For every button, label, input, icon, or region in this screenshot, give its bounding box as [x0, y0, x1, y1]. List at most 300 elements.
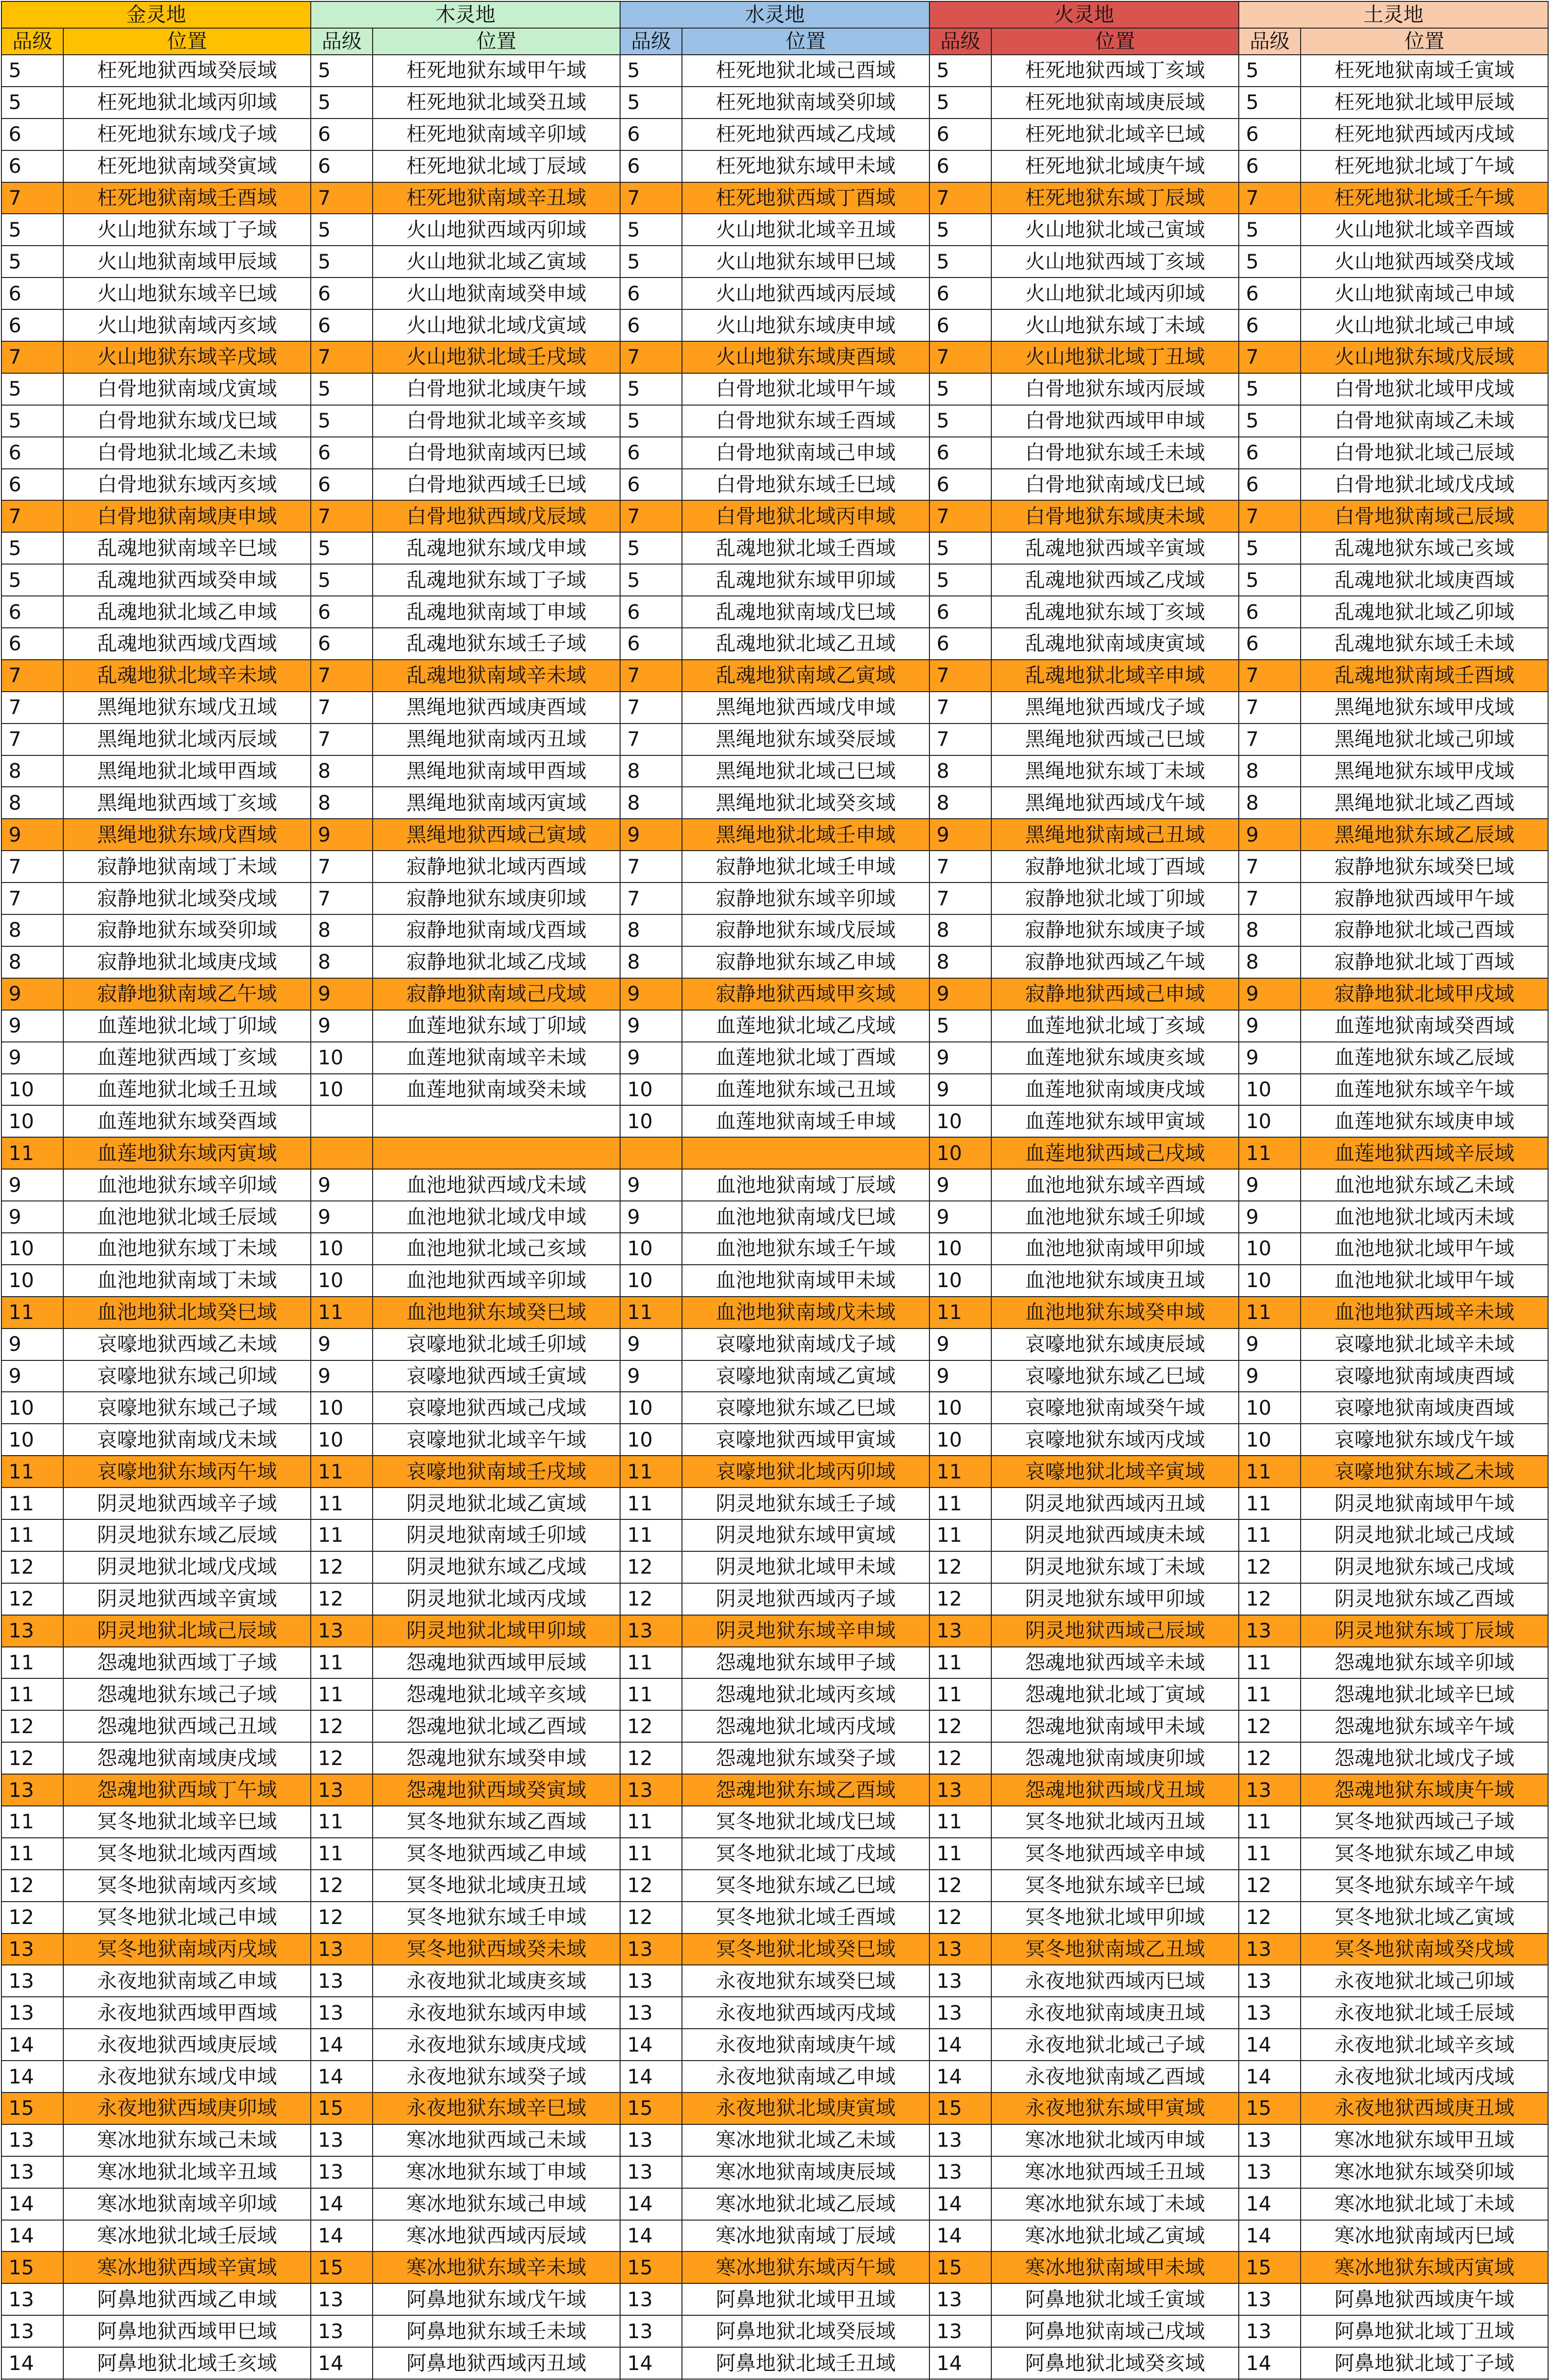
position-cell: 阴灵地狱东域甲寅域	[682, 1519, 929, 1551]
grade-cell: 7	[1, 660, 63, 692]
grade-cell: 14	[929, 2061, 991, 2092]
position-cell: 白骨地狱南域己辰域	[1301, 500, 1548, 532]
grade-cell: 5	[1239, 214, 1301, 246]
grade-cell: 13	[1, 2124, 63, 2156]
position-cell: 寒冰地狱南域庚辰域	[682, 2156, 929, 2188]
grade-cell: 9	[1, 819, 63, 851]
grade-cell: 11	[929, 1806, 991, 1838]
grade-cell: 6	[620, 596, 682, 628]
grade-cell: 6	[1, 596, 63, 628]
grade-cell: 9	[929, 1042, 991, 1074]
grade-cell: 5	[311, 246, 373, 278]
position-cell: 枉死地狱东域戊子域	[63, 119, 311, 150]
position-cell: 寂静地狱东域乙申域	[682, 946, 929, 978]
grade-cell: 11	[1, 1647, 63, 1679]
grade-cell: 13	[620, 1934, 682, 1965]
grade-cell: 8	[620, 787, 682, 819]
position-cell: 火山地狱东域甲巳域	[682, 246, 929, 278]
grade-cell: 13	[929, 2315, 991, 2347]
table-row	[1, 787, 1548, 819]
position-cell: 黑绳地狱北域己卯域	[1301, 724, 1548, 755]
grade-cell: 10	[311, 1424, 373, 1456]
position-cell: 寒冰地狱东域辛未域	[373, 2251, 620, 2283]
grade-cell: 13	[1, 2156, 63, 2188]
position-cell: 血莲地狱北域壬丑域	[63, 1074, 311, 1106]
grade-cell: 14	[1, 2029, 63, 2061]
position-cell: 火山地狱东域辛巳域	[63, 278, 311, 309]
position-cell: 火山地狱东域辛戌域	[63, 341, 311, 373]
position-cell: 枉死地狱西域丁酉域	[682, 182, 929, 214]
position-cell: 永夜地狱东域戊申域	[63, 2061, 311, 2092]
table-row	[1, 1488, 1548, 1519]
grade-cell: 10	[1239, 1105, 1301, 1137]
position-cell: 冥冬地狱东域辛巳域	[991, 1870, 1239, 1902]
position-cell: 血莲地狱南域辛未域	[373, 1042, 620, 1074]
grade-cell: 11	[1, 1806, 63, 1838]
grade-cell: 14	[311, 2061, 373, 2092]
grade-cell: 12	[311, 1742, 373, 1774]
grade-cell: 10	[311, 1265, 373, 1297]
grade-cell: 8	[1, 787, 63, 819]
grade-cell: 7	[620, 341, 682, 373]
position-cell: 白骨地狱北域丙申域	[682, 500, 929, 532]
grade-cell: 7	[620, 692, 682, 724]
grade-cell: 8	[1239, 946, 1301, 978]
position-cell: 阴灵地狱北域戊戌域	[63, 1551, 311, 1583]
position-cell: 怨魂地狱北域丙戌域	[682, 1710, 929, 1742]
position-cell: 黑绳地狱西域戊申域	[682, 692, 929, 724]
position-cell: 黑绳地狱北域己巳域	[682, 755, 929, 787]
position-cell: 阴灵地狱西域庚未域	[991, 1519, 1239, 1551]
position-cell: 阴灵地狱东域乙辰域	[63, 1519, 311, 1551]
position-cell: 火山地狱南域己申域	[1301, 278, 1548, 309]
grade-cell: 14	[1239, 2188, 1301, 2220]
grade-cell: 6	[1, 150, 63, 182]
grade-cell: 12	[1, 1902, 63, 1934]
position-cell: 火山地狱南域癸申域	[373, 278, 620, 309]
position-cell: 白骨地狱北域乙未域	[63, 437, 311, 469]
position-cell: 火山地狱西域丙卯域	[373, 214, 620, 246]
position-cell: 枉死地狱北域丙卯域	[63, 87, 311, 119]
position-cell: 火山地狱东域丁未域	[991, 309, 1239, 341]
grade-cell: 5	[311, 405, 373, 437]
position-cell: 枉死地狱南域辛丑域	[373, 182, 620, 214]
grade-cell: 13	[311, 2283, 373, 2315]
table-row	[1, 2188, 1548, 2220]
position-cell: 火山地狱北域戊寅域	[373, 309, 620, 341]
grade-cell: 9	[620, 1329, 682, 1360]
position-cell: 冥冬地狱北域辛巳域	[63, 1806, 311, 1838]
grade-cell: 11	[620, 1456, 682, 1488]
position-cell: 永夜地狱西域庚辰域	[63, 2029, 311, 2061]
position-cell: 枉死地狱南域壬酉域	[63, 182, 311, 214]
position-cell: 寒冰地狱南域辛卯域	[63, 2188, 311, 2220]
position-cell: 白骨地狱西域戊辰域	[373, 500, 620, 532]
grade-cell: 6	[620, 278, 682, 309]
grade-cell: 5	[620, 532, 682, 564]
position-cell: 火山地狱北域乙寅域	[373, 246, 620, 278]
grade-cell: 11	[620, 1297, 682, 1329]
position-cell: 哀嚎地狱西域乙未域	[63, 1329, 311, 1360]
position-cell: 永夜地狱北域己子域	[991, 2029, 1239, 2061]
position-cell: 白骨地狱南域乙未域	[1301, 405, 1548, 437]
position-cell: 寂静地狱北域壬申域	[682, 851, 929, 883]
grade-cell: 10	[311, 1074, 373, 1106]
position-cell: 乱魂地狱东域甲卯域	[682, 564, 929, 596]
position-cell: 血莲地狱东域丁卯域	[373, 1010, 620, 1042]
position-cell: 哀嚎地狱东域乙巳域	[682, 1392, 929, 1424]
grade-cell: 13	[620, 2315, 682, 2347]
element-header: 金灵地	[1, 1, 311, 28]
position-cell: 哀嚎地狱南域癸午域	[991, 1392, 1239, 1424]
grade-cell: 8	[311, 914, 373, 946]
position-cell: 白骨地狱东域丙亥域	[63, 469, 311, 501]
position-cell: 怨魂地狱北域乙酉域	[373, 1710, 620, 1742]
grade-cell: 13	[311, 2156, 373, 2188]
grade-cell: 15	[620, 2251, 682, 2283]
position-cell: 血池地狱北域甲午域	[1301, 1233, 1548, 1265]
grade-cell: 11	[1239, 1519, 1301, 1551]
position-cell: 血莲地狱西域丁亥域	[63, 1042, 311, 1074]
position-cell: 血池地狱东域辛酉域	[991, 1169, 1239, 1201]
position-cell: 白骨地狱南域戊巳域	[991, 469, 1239, 501]
grade-cell: 5	[1, 214, 63, 246]
grade-cell: 11	[311, 1488, 373, 1519]
grade-cell: 9	[1, 1201, 63, 1233]
table-row-highlighted	[1, 1137, 1548, 1169]
position-cell: 枉死地狱北域丁午域	[1301, 150, 1548, 182]
position-cell: 怨魂地狱东域庚午域	[1301, 1774, 1548, 1806]
grade-cell: 13	[1239, 2283, 1301, 2315]
position-cell: 火山地狱西域癸戌域	[1301, 246, 1548, 278]
table-row	[1, 2315, 1548, 2347]
position-cell: 血池地狱南域戊巳域	[682, 1201, 929, 1233]
grade-cell: 12	[1, 1742, 63, 1774]
grade-cell: 8	[311, 755, 373, 787]
grade-cell: 10	[929, 1137, 991, 1169]
grade-cell: 12	[620, 1742, 682, 1774]
grade-cell: 14	[620, 2220, 682, 2252]
grade-cell: 5	[311, 373, 373, 405]
position-cell: 白骨地狱北域庚午域	[373, 373, 620, 405]
position-cell: 白骨地狱东域壬巳域	[682, 469, 929, 501]
grade-cell: 7	[620, 724, 682, 755]
grade-cell: 12	[929, 1742, 991, 1774]
position-cell: 寒冰地狱北域丙申域	[991, 2124, 1239, 2156]
grade-cell: 11	[620, 1647, 682, 1679]
grade-cell: 12	[620, 1583, 682, 1615]
table-row	[1, 1233, 1548, 1265]
position-cell: 血莲地狱北域丁酉域	[682, 1042, 929, 1074]
position-cell: 乱魂地狱南域乙寅域	[682, 660, 929, 692]
grade-cell: 9	[620, 1360, 682, 1392]
grade-cell: 12	[1, 1710, 63, 1742]
grade-cell: 7	[311, 851, 373, 883]
position-cell: 哀嚎地狱南域乙寅域	[682, 1360, 929, 1392]
grade-cell: 5	[1, 373, 63, 405]
position-cell: 血莲地狱西域己戌域	[991, 1137, 1239, 1169]
table-row-highlighted	[1, 2251, 1548, 2283]
grade-cell: 9	[311, 1329, 373, 1360]
position-cell: 寂静地狱南域戊酉域	[373, 914, 620, 946]
table-row	[1, 1519, 1548, 1551]
position-cell: 白骨地狱东域戊巳域	[63, 405, 311, 437]
grade-cell: 7	[1239, 500, 1301, 532]
grade-cell: 12	[311, 1870, 373, 1902]
position-cell: 寒冰地狱西域壬丑域	[991, 2156, 1239, 2188]
grade-cell: 6	[1239, 437, 1301, 469]
table-body	[1, 55, 1548, 2380]
position-cell: 寂静地狱东域庚子域	[991, 914, 1239, 946]
position-cell: 阿鼻地狱北域丁子域	[1301, 2347, 1548, 2379]
position-cell: 乱魂地狱南域辛巳域	[63, 532, 311, 564]
grade-cell: 5	[929, 373, 991, 405]
grade-cell: 11	[929, 1519, 991, 1551]
grade-cell: 6	[620, 437, 682, 469]
grade-cell: 12	[929, 1551, 991, 1583]
position-cell: 寒冰地狱东域己申域	[373, 2188, 620, 2220]
position-cell: 永夜地狱南域乙酉域	[991, 2061, 1239, 2092]
position-column-header: 位置	[991, 28, 1239, 55]
position-cell: 阿鼻地狱北域癸辰域	[682, 2315, 929, 2347]
table-row	[1, 1647, 1548, 1679]
grade-cell: 6	[929, 309, 991, 341]
grade-cell: 11	[929, 1488, 991, 1519]
grade-cell: 7	[929, 341, 991, 373]
grade-cell: 11	[311, 1838, 373, 1870]
grade-cell: 14	[311, 2347, 373, 2379]
grade-cell: 10	[311, 1392, 373, 1424]
position-cell: 阴灵地狱东域己戌域	[1301, 1551, 1548, 1583]
grade-cell: 9	[311, 978, 373, 1010]
position-cell: 阴灵地狱东域甲卯域	[991, 1583, 1239, 1615]
position-cell: 寒冰地狱东域丙午域	[682, 2251, 929, 2283]
grade-cell	[311, 1137, 373, 1169]
position-cell: 乱魂地狱南域戊巳域	[682, 596, 929, 628]
grade-cell: 13	[620, 1774, 682, 1806]
position-cell: 血莲地狱东域庚亥域	[991, 1042, 1239, 1074]
grade-cell: 5	[1, 532, 63, 564]
grade-cell: 13	[1, 1934, 63, 1965]
position-cell: 白骨地狱东域庚未域	[991, 500, 1239, 532]
position-cell: 白骨地狱南域己申域	[682, 437, 929, 469]
grade-cell: 7	[929, 883, 991, 914]
table-row-highlighted	[1, 2092, 1548, 2124]
position-cell: 黑绳地狱西域己寅域	[373, 819, 620, 851]
position-cell: 怨魂地狱北域辛巳域	[1301, 1678, 1548, 1710]
grade-cell: 12	[620, 1710, 682, 1742]
grade-cell: 9	[1239, 1169, 1301, 1201]
grade-cell: 12	[1239, 1710, 1301, 1742]
position-cell: 乱魂地狱北域壬酉域	[682, 532, 929, 564]
position-cell: 乱魂地狱北域乙卯域	[1301, 596, 1548, 628]
grade-cell: 11	[1, 1137, 63, 1169]
grade-cell: 9	[620, 1010, 682, 1042]
position-cell: 冥冬地狱西域乙申域	[373, 1838, 620, 1870]
position-cell: 寂静地狱南域乙午域	[63, 978, 311, 1010]
position-cell: 火山地狱东域庚申域	[682, 309, 929, 341]
grade-cell: 12	[1, 1551, 63, 1583]
grade-cell: 11	[311, 1647, 373, 1679]
grade-cell: 7	[620, 500, 682, 532]
grade-cell: 13	[311, 1997, 373, 2029]
position-column-header: 位置	[1301, 28, 1548, 55]
grade-cell: 5	[1239, 532, 1301, 564]
grade-cell: 10	[929, 1233, 991, 1265]
position-cell: 血莲地狱南域癸未域	[373, 1074, 620, 1106]
grade-cell: 5	[929, 564, 991, 596]
table-row	[1, 1329, 1548, 1360]
position-cell: 血莲地狱东域乙辰域	[1301, 1042, 1548, 1074]
grade-cell: 6	[620, 309, 682, 341]
position-cell: 怨魂地狱西域丁子域	[63, 1647, 311, 1679]
position-cell: 寂静地狱东域庚卯域	[373, 883, 620, 914]
position-cell: 血莲地狱东域庚申域	[1301, 1105, 1548, 1137]
grade-cell: 8	[620, 914, 682, 946]
table-row	[1, 405, 1548, 437]
position-cell: 冥冬地狱东域辛午域	[1301, 1870, 1548, 1902]
grade-cell: 13	[620, 1997, 682, 2029]
position-cell: 寂静地狱北域丁酉域	[991, 851, 1239, 883]
grade-cell: 12	[620, 1870, 682, 1902]
grade-cell: 15	[311, 2092, 373, 2124]
grade-cell: 6	[1239, 309, 1301, 341]
position-cell: 阴灵地狱西域己辰域	[991, 1615, 1239, 1647]
grade-cell: 10	[311, 1233, 373, 1265]
grade-cell: 13	[311, 1934, 373, 1965]
position-cell: 黑绳地狱西域丁亥域	[63, 787, 311, 819]
grade-cell: 15	[1239, 2251, 1301, 2283]
position-cell: 火山地狱西域丁亥域	[991, 246, 1239, 278]
grade-cell: 7	[311, 500, 373, 532]
position-cell: 黑绳地狱南域己丑域	[991, 819, 1239, 851]
grade-cell: 13	[620, 1615, 682, 1647]
grade-cell: 6	[1239, 628, 1301, 660]
position-cell: 阴灵地狱北域丙戌域	[373, 1583, 620, 1615]
position-cell: 血池地狱北域丙未域	[1301, 1201, 1548, 1233]
grade-cell: 14	[1239, 2220, 1301, 2252]
grade-cell: 5	[1, 87, 63, 119]
table-row	[1, 1583, 1548, 1615]
grade-cell: 9	[311, 1010, 373, 1042]
grade-cell: 9	[311, 1169, 373, 1201]
grade-cell: 8	[929, 914, 991, 946]
grade-cell: 7	[311, 182, 373, 214]
grade-cell: 14	[620, 2029, 682, 2061]
grade-cell: 9	[1, 1169, 63, 1201]
grade-cell: 6	[929, 628, 991, 660]
grade-cell: 7	[929, 182, 991, 214]
position-cell: 乱魂地狱北域乙申域	[63, 596, 311, 628]
position-column-header: 位置	[682, 28, 929, 55]
position-cell: 冥冬地狱东域乙申域	[1301, 1838, 1548, 1870]
grade-cell	[620, 1137, 682, 1169]
position-cell: 寂静地狱北域丁酉域	[1301, 946, 1548, 978]
position-cell: 乱魂地狱南域壬酉域	[1301, 660, 1548, 692]
position-cell: 哀嚎地狱南域庚酉域	[1301, 1392, 1548, 1424]
table-row	[1, 851, 1548, 883]
position-cell: 永夜地狱东域癸子域	[373, 2061, 620, 2092]
grade-cell: 15	[311, 2251, 373, 2283]
position-cell: 白骨地狱东域壬未域	[991, 437, 1239, 469]
grade-cell: 13	[929, 1997, 991, 2029]
position-cell: 哀嚎地狱东域庚辰域	[991, 1329, 1239, 1360]
position-cell: 枉死地狱北域庚午域	[991, 150, 1239, 182]
grade-cell: 11	[620, 1488, 682, 1519]
table-row-highlighted	[1, 1297, 1548, 1329]
grade-cell: 14	[929, 2029, 991, 2061]
grade-cell: 11	[929, 1647, 991, 1679]
grade-cell: 5	[929, 214, 991, 246]
grade-cell: 10	[1, 1265, 63, 1297]
position-cell: 寂静地狱北域甲戌域	[1301, 978, 1548, 1010]
position-cell: 哀嚎地狱东域丙戌域	[991, 1424, 1239, 1456]
grade-cell: 9	[929, 819, 991, 851]
grade-cell: 10	[1239, 1074, 1301, 1106]
position-column-header: 位置	[63, 28, 311, 55]
position-cell: 怨魂地狱西域癸寅域	[373, 1774, 620, 1806]
grade-cell: 10	[311, 1042, 373, 1074]
grade-cell: 12	[311, 1902, 373, 1934]
position-cell: 永夜地狱北域辛亥域	[1301, 2029, 1548, 2061]
position-cell: 枉死地狱西域丁亥域	[991, 55, 1239, 87]
position-cell: 黑绳地狱西域戊子域	[991, 692, 1239, 724]
position-cell: 枉死地狱东域甲未域	[682, 150, 929, 182]
grade-cell: 11	[1239, 1806, 1301, 1838]
position-cell: 白骨地狱南域丙巳域	[373, 437, 620, 469]
grade-cell: 13	[1239, 2315, 1301, 2347]
position-cell: 血莲地狱东域甲寅域	[991, 1105, 1239, 1137]
grade-cell: 7	[929, 500, 991, 532]
position-cell: 冥冬地狱东域壬申域	[373, 1902, 620, 1934]
column-header-row	[1, 28, 1548, 55]
position-cell: 怨魂地狱东域辛卯域	[1301, 1647, 1548, 1679]
table-row	[1, 2156, 1548, 2188]
grade-cell: 5	[620, 564, 682, 596]
table-row	[1, 119, 1548, 150]
grade-cell: 10	[620, 1392, 682, 1424]
grade-cell: 6	[620, 150, 682, 182]
position-cell: 枉死地狱南域癸寅域	[63, 150, 311, 182]
grade-cell: 9	[311, 819, 373, 851]
grade-cell: 5	[620, 246, 682, 278]
table-row	[1, 1074, 1548, 1106]
position-cell: 枉死地狱北域甲辰域	[1301, 87, 1548, 119]
grade-cell: 11	[929, 1297, 991, 1329]
table-row-highlighted	[1, 819, 1548, 851]
position-cell: 血莲地狱东域丙寅域	[63, 1137, 311, 1169]
grade-cell: 9	[1239, 1201, 1301, 1233]
position-cell: 阴灵地狱东域壬子域	[682, 1488, 929, 1519]
grade-cell: 9	[1, 1042, 63, 1074]
position-cell: 寒冰地狱北域乙寅域	[991, 2220, 1239, 2252]
position-cell: 永夜地狱东域庚戌域	[373, 2029, 620, 2061]
position-cell: 血池地狱东域辛卯域	[63, 1169, 311, 1201]
position-cell: 哀嚎地狱东域戊午域	[1301, 1424, 1548, 1456]
position-cell: 怨魂地狱西域辛未域	[991, 1647, 1239, 1679]
grade-cell: 13	[1239, 1615, 1301, 1647]
grade-cell: 9	[1239, 819, 1301, 851]
grade-cell: 13	[1, 2315, 63, 2347]
grade-cell: 11	[1, 1838, 63, 1870]
grade-cell: 6	[311, 150, 373, 182]
position-cell: 血莲地狱东域辛午域	[1301, 1074, 1548, 1106]
position-cell: 血池地狱东域壬卯域	[991, 1201, 1239, 1233]
grade-cell: 6	[929, 150, 991, 182]
position-cell: 黑绳地狱南域甲酉域	[373, 755, 620, 787]
grade-cell: 9	[620, 819, 682, 851]
table-row-highlighted	[1, 660, 1548, 692]
